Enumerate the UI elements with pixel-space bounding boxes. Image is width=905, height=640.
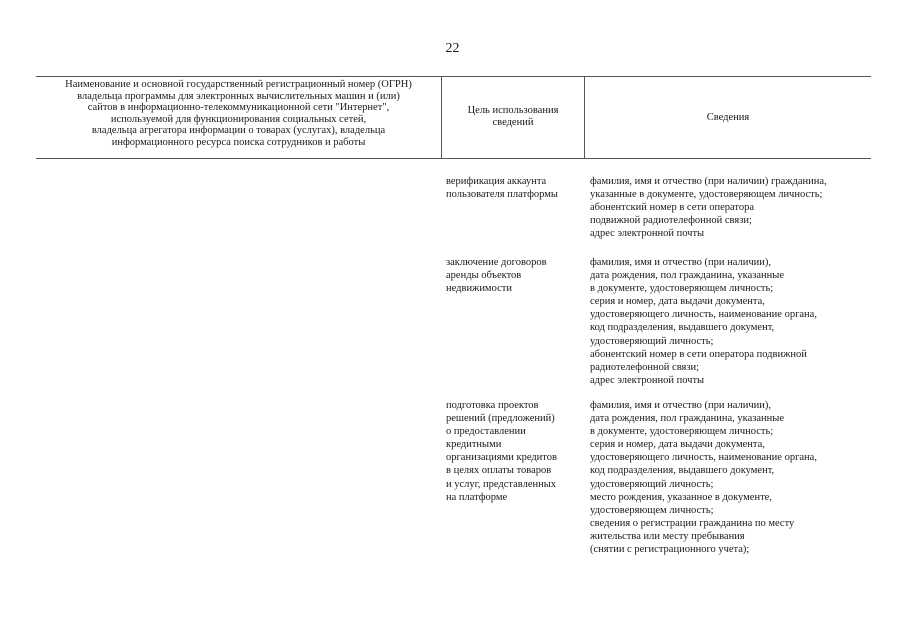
row-purpose: заключение договоров аренды объектов недвижимости [446, 257, 547, 295]
row-info: фамилия, имя и отчество (при наличии) гражданина, указанные в документе, удостоверяющем личность; абонентский номер в сети оператора подвижной радиотелефонной связи; адрес электронной почты [590, 176, 827, 240]
header-owner-column: Наименование и основной государственный регистрационный номер (ОГРН) владельца программы для электронных вычислительных машин и (или) сайтов в информационно-телекоммуникационной сети "Интернет", используемой для функционирования социальных сетей, владельца агрегатора информации о товарах (услугах), владельца информационного ресурса поиска сотрудников и работы [65, 79, 412, 148]
row-info: фамилия, имя и отчество (при наличии), дата рождения, пол гражданина, указанные в документе, удостоверяющем личность; серия и номер, дата выдачи документа, удостоверяющего личность, наименование органа, код подразделения, выдавшего документ, удостоверяющий личность; абонентский номер в сети оператора подвижной радиотелефонной связи; адрес электронной почты [590, 257, 817, 386]
row-info: фамилия, имя и отчество (при наличии), дата рождения, пол гражданина, указанные в документе, удостоверяющем личность; серия и номер, дата выдачи документа, удостоверяющего личность, наименование органа, код подразделения, выдавшего документ, удостоверяющий личность; место рождения, указанное в документе, удостоверяющем личность; сведения о регистрации гражданина по месту жительства или месту пребывания (снятии с регистрационного учета); [590, 400, 817, 556]
row-purpose: подготовка проектов решений (предложений) о предоставлении кредитными организациями кредитов в целях оплаты товаров и услуг, представленных на платформе [446, 400, 557, 503]
header-purpose-column: Цель использования сведений [467, 105, 559, 128]
table-top-border [36, 76, 871, 77]
table-header-bottom-border [36, 158, 871, 159]
header-info-column: Сведения [706, 112, 750, 123]
page-number: 22 [445, 41, 460, 56]
row-purpose: верификация аккаунта пользователя платформы [446, 176, 558, 201]
